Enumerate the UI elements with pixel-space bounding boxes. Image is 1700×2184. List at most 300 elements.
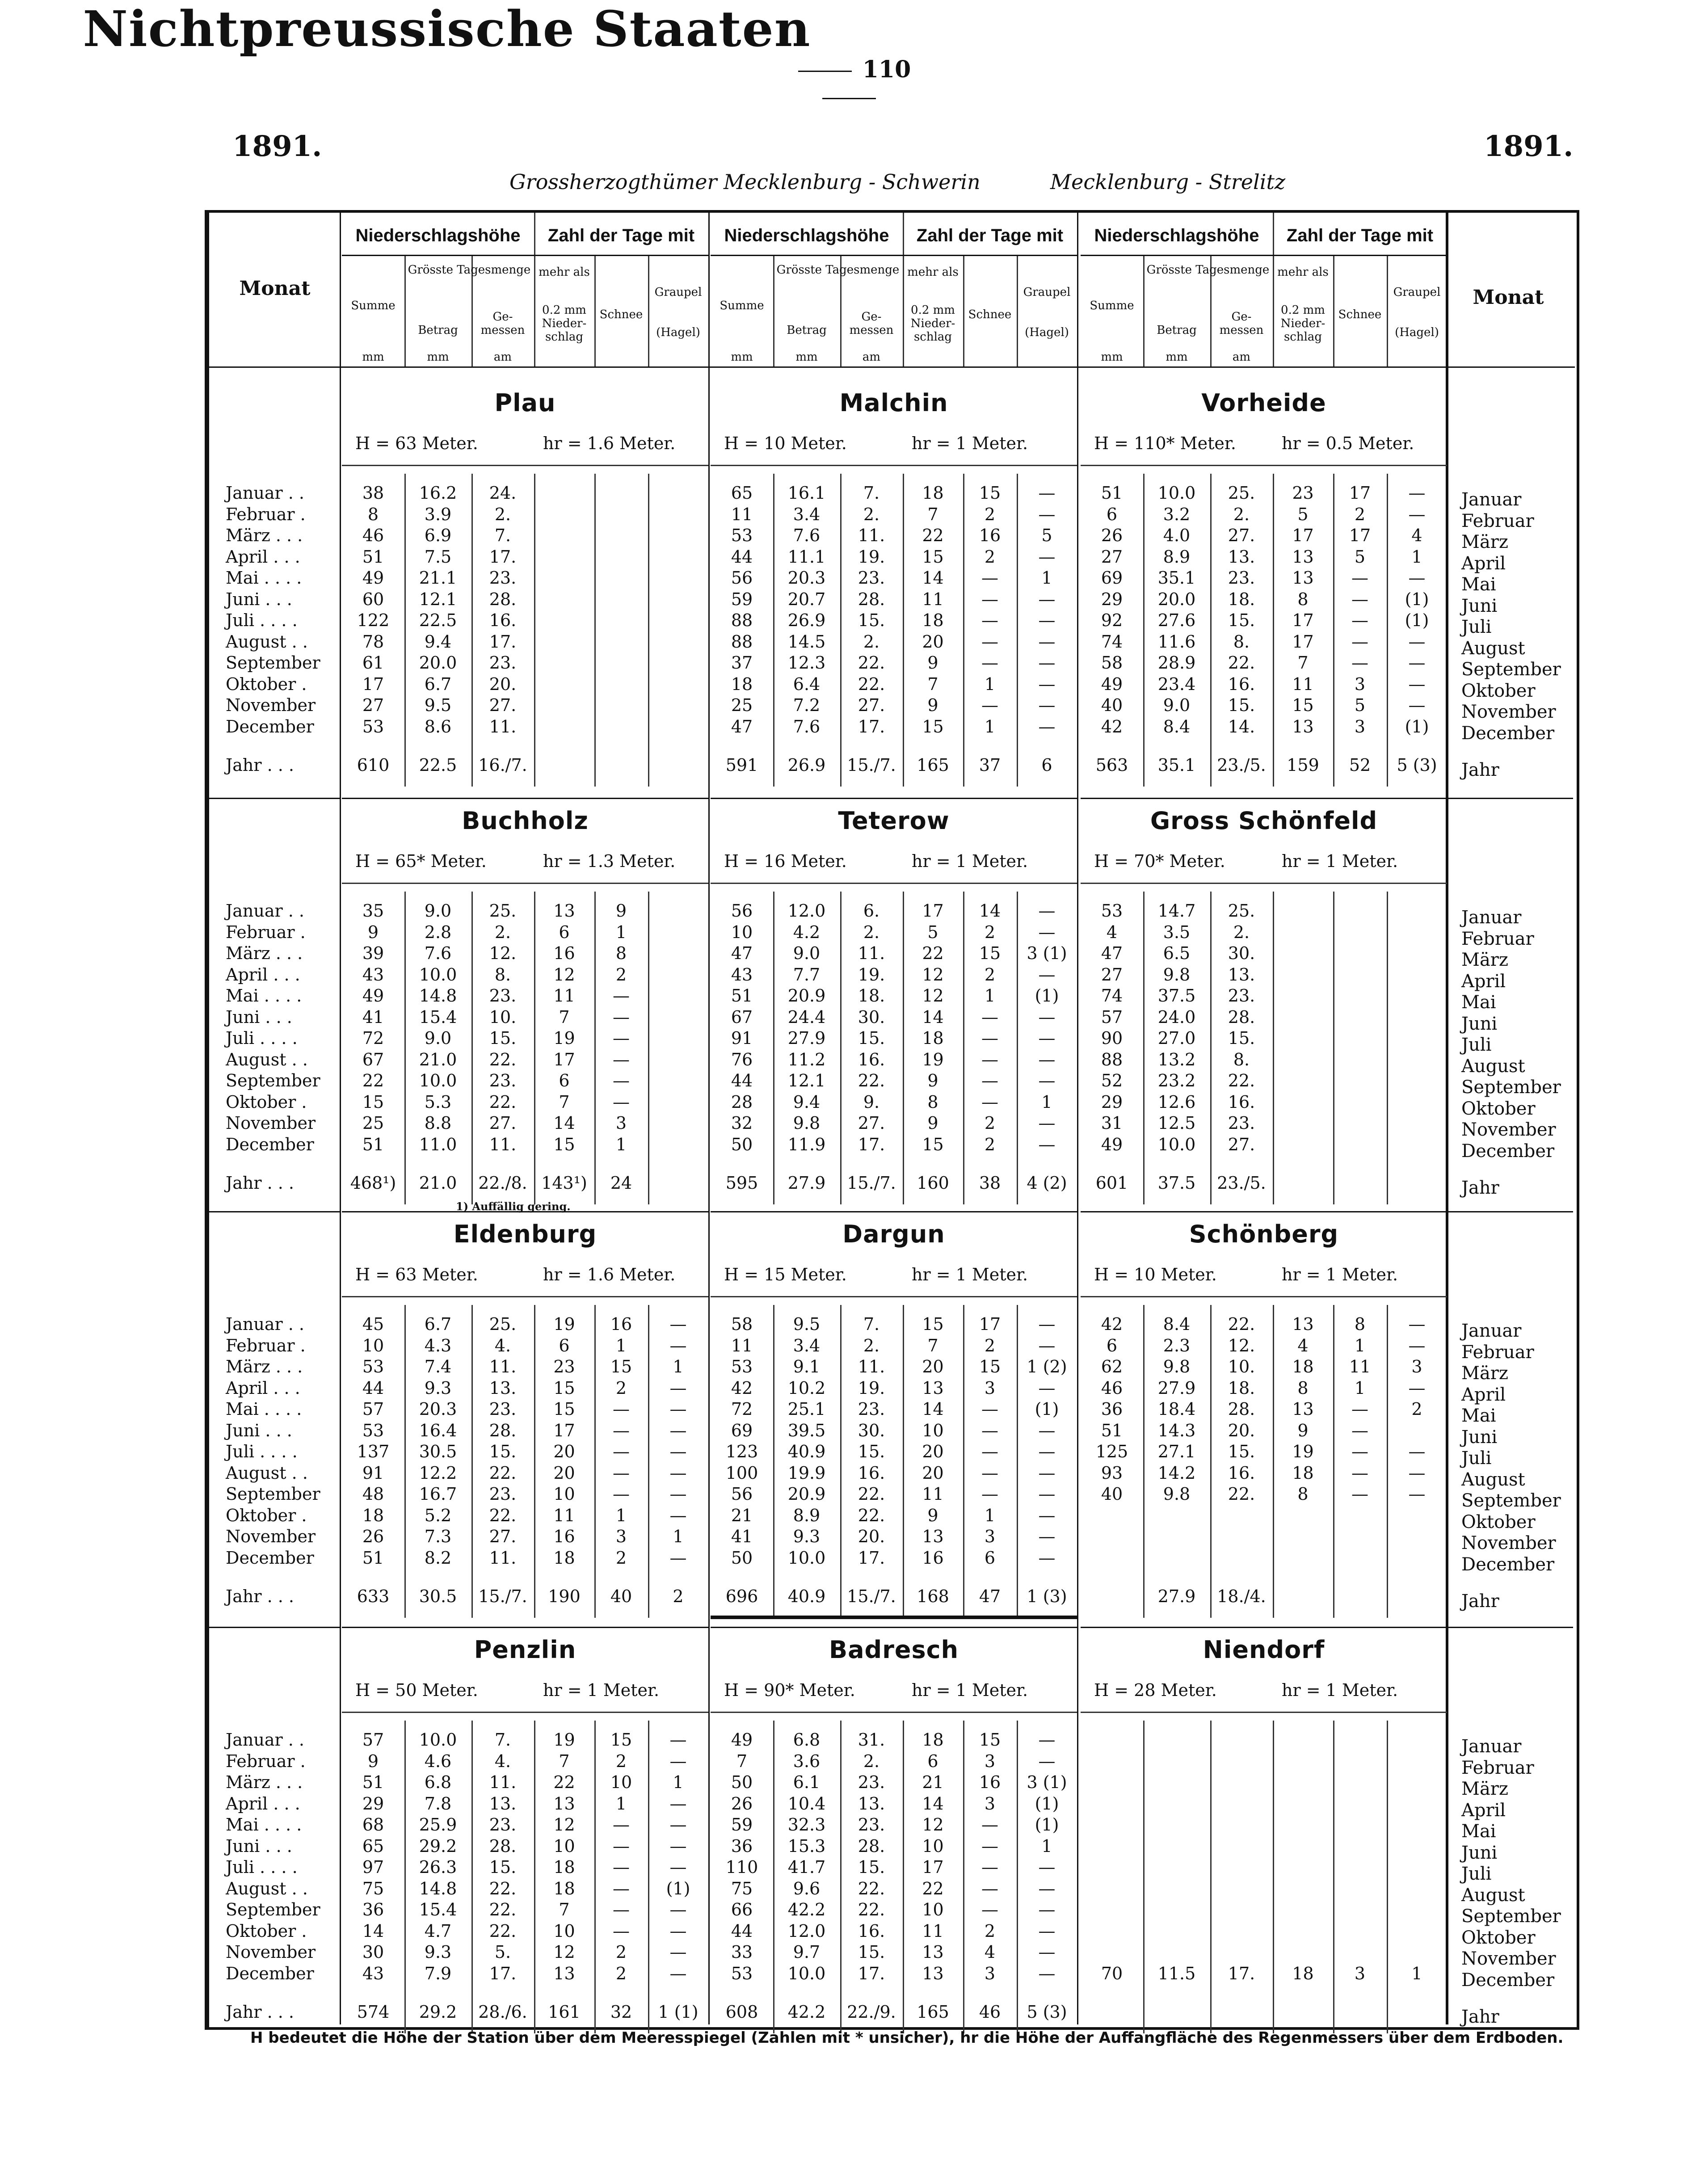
- table-cell: 11.: [858, 943, 885, 963]
- table-cell: [1387, 1836, 1447, 1857]
- table-cell: 15.: [489, 1857, 517, 1877]
- table-cell: 4: [1411, 526, 1422, 545]
- table-cell: [1387, 1526, 1447, 1548]
- month-list-right: [1461, 907, 1561, 1162]
- month-label: August: [1461, 638, 1525, 659]
- table-cell: 10.4: [787, 1793, 826, 1814]
- table-cell: 18: [922, 1730, 944, 1750]
- table-cell: —: [613, 1028, 630, 1048]
- table-cell: 15.: [1228, 695, 1255, 715]
- station-data-column: [1017, 1730, 1077, 1984]
- rule-horizontal: [1446, 1627, 1573, 1628]
- table-cell: [1143, 1814, 1210, 1836]
- table-cell: [594, 652, 648, 674]
- station-data-column: [1143, 901, 1210, 1155]
- table-cell: —: [1038, 716, 1056, 736]
- summe-header: Summe: [720, 299, 764, 312]
- table-cell: [594, 504, 648, 526]
- table-cell: 88: [731, 610, 753, 630]
- jahr-cell: 18./4.: [1217, 1586, 1266, 1606]
- table-cell: 22: [362, 1071, 384, 1090]
- month-label: Mai: [1461, 992, 1496, 1013]
- table-cell: 5.: [494, 1942, 511, 1962]
- month-label: Oktober: [1461, 1511, 1536, 1532]
- month-label: Juli . . . .: [226, 1442, 298, 1461]
- table-cell: [1387, 1793, 1447, 1815]
- table-cell: 17: [362, 674, 384, 694]
- table-cell: 18: [1292, 1463, 1314, 1483]
- table-cell: 23.: [489, 1815, 517, 1835]
- table-cell: 9: [927, 695, 938, 715]
- jahr-cell: 161: [548, 2002, 581, 2022]
- table-cell: —: [613, 1463, 630, 1483]
- station-data-column: [342, 1730, 404, 1984]
- table-cell: 97: [362, 1857, 384, 1877]
- table-cell: 1: [984, 1505, 996, 1525]
- jahr-cell: 22./9.: [847, 2002, 896, 2022]
- table-cell: —: [613, 1442, 630, 1461]
- table-cell: 44: [731, 547, 753, 567]
- table-cell: —: [1408, 1442, 1426, 1461]
- rule-horizontal: [711, 883, 1077, 884]
- table-cell: (1): [1405, 716, 1429, 736]
- table-cell: 31.: [858, 1730, 885, 1750]
- table-cell: 2.: [863, 1751, 880, 1771]
- month-label: April: [1461, 971, 1506, 992]
- month-label: Juni: [1461, 595, 1498, 616]
- station-data-column: [594, 483, 648, 737]
- rule-horizontal: [711, 1627, 1077, 1628]
- rule-vertical: [1387, 255, 1388, 366]
- table-cell: [1387, 1049, 1447, 1071]
- table-cell: 28.9: [1157, 653, 1196, 673]
- table-cell: 11.: [489, 1134, 517, 1154]
- station-data-column: [404, 1314, 471, 1569]
- table-cell: 15.: [858, 1857, 885, 1877]
- jahr-cell: 15./7.: [847, 1173, 896, 1193]
- table-cell: 39.5: [787, 1420, 826, 1440]
- table-cell: [648, 1092, 708, 1113]
- jahr-cell: 40: [610, 1586, 632, 1606]
- table-cell: 22: [922, 943, 944, 963]
- table-cell: 17.: [858, 1134, 885, 1154]
- mehr-als-header: mehr als: [907, 265, 959, 279]
- table-cell: 2: [984, 547, 996, 567]
- table-cell: 22.5: [419, 610, 457, 630]
- rule-horizontal: [342, 883, 708, 884]
- month-label: November: [1461, 1119, 1556, 1140]
- table-cell: —: [669, 1836, 687, 1856]
- rule-horizontal: [342, 798, 708, 799]
- table-cell: 8: [927, 1092, 938, 1112]
- table-cell: 12.1: [787, 1071, 826, 1090]
- table-cell: 28.: [489, 1836, 517, 1856]
- rule-horizontal: [711, 255, 1077, 256]
- table-cell: 28: [731, 1092, 753, 1112]
- table-cell: 40: [1101, 695, 1123, 715]
- table-cell: 50: [731, 1548, 753, 1568]
- table-cell: [648, 943, 708, 964]
- table-cell: [648, 1028, 708, 1049]
- station-name: Badresch: [829, 1636, 959, 1664]
- jahr-cell: 15./7.: [847, 755, 896, 775]
- table-cell: 18: [731, 674, 753, 694]
- table-cell: 46: [362, 526, 384, 545]
- table-cell: 43: [362, 964, 384, 985]
- table-cell: [1273, 1049, 1333, 1071]
- table-cell: —: [1408, 504, 1426, 524]
- table-cell: —: [669, 1751, 687, 1771]
- table-cell: 25.: [489, 901, 517, 921]
- table-cell: —: [1351, 1420, 1368, 1440]
- table-cell: 17: [922, 1857, 944, 1877]
- gauge-height: hr = 1.6 Meter.: [543, 1265, 676, 1284]
- table-cell: 23.: [489, 568, 517, 588]
- table-cell: 13: [922, 1963, 944, 1983]
- table-cell: [1273, 943, 1333, 964]
- table-cell: —: [1038, 483, 1056, 503]
- table-cell: 16: [553, 1527, 575, 1546]
- table-cell: —: [1351, 631, 1368, 652]
- table-cell: —: [981, 1815, 998, 1835]
- table-cell: —: [1408, 1335, 1426, 1355]
- jahr-label-right: Jahr: [1461, 760, 1499, 780]
- table-cell: 23.: [489, 1484, 517, 1504]
- table-cell: 15: [610, 1730, 632, 1750]
- table-cell: 24.4: [787, 1007, 826, 1027]
- table-cell: —: [1351, 568, 1368, 588]
- month-label: März . . .: [226, 1357, 303, 1376]
- table-cell: —: [1408, 1463, 1426, 1483]
- table-cell: —: [981, 1900, 998, 1919]
- table-cell: 15: [922, 547, 944, 567]
- month-label: September: [1461, 659, 1561, 680]
- table-cell: [1081, 1814, 1143, 1836]
- table-cell: 27.: [1228, 1134, 1255, 1154]
- month-label: Februar .: [226, 922, 306, 942]
- table-cell: —: [1038, 1527, 1056, 1546]
- table-cell: 17: [1292, 526, 1314, 545]
- table-cell: 52: [1101, 1071, 1123, 1090]
- station-name: Teterow: [838, 807, 950, 835]
- table-cell: 18: [922, 1028, 944, 1048]
- table-cell: [534, 483, 594, 504]
- table-cell: 15: [979, 943, 1001, 963]
- table-cell: —: [981, 1442, 998, 1461]
- jahr-cell: 143¹): [541, 1173, 587, 1193]
- table-cell: 9.6: [793, 1878, 821, 1898]
- table-cell: [1387, 1942, 1447, 1963]
- table-cell: [1273, 1526, 1333, 1548]
- station-height: H = 63 Meter.: [355, 1265, 478, 1284]
- station-height: H = 10 Meter.: [724, 433, 847, 453]
- table-cell: [1387, 1857, 1447, 1878]
- station-data-column: [1017, 901, 1077, 1155]
- table-cell: 20: [922, 631, 944, 652]
- table-cell: 8.: [494, 964, 511, 985]
- summe-header: Summe: [1090, 299, 1134, 312]
- page-title: Nichtpreussische Staaten: [83, 0, 811, 58]
- table-cell: 2: [615, 1378, 627, 1398]
- table-cell: 3 (1): [1027, 1772, 1067, 1792]
- table-cell: 17.: [858, 1548, 885, 1568]
- table-cell: [1333, 1772, 1387, 1793]
- table-cell: 18: [1292, 1963, 1314, 1983]
- table-cell: —: [669, 1548, 687, 1568]
- jahr-cell: 1 (1): [658, 2002, 699, 2022]
- table-cell: 16.1: [787, 483, 826, 503]
- table-cell: 15.: [858, 1028, 885, 1048]
- table-cell: 16: [610, 1314, 632, 1334]
- station-data-column: [963, 1314, 1017, 1569]
- table-cell: [1333, 1007, 1387, 1028]
- table-cell: 12: [553, 964, 575, 985]
- table-cell: 20.9: [787, 1484, 826, 1504]
- table-cell: —: [1038, 901, 1056, 921]
- table-cell: 1: [1354, 1335, 1366, 1355]
- table-cell: [1273, 901, 1333, 922]
- table-cell: 22.: [489, 1921, 517, 1941]
- betrag-header: Betrag: [787, 324, 827, 337]
- station-name: Penzlin: [474, 1636, 576, 1664]
- rule-vertical: [648, 255, 649, 366]
- table-cell: 27: [1101, 547, 1123, 567]
- table-cell: 2: [615, 1548, 627, 1568]
- gauge-height: hr = 1 Meter.: [912, 433, 1028, 453]
- table-cell: 17.: [858, 1963, 885, 1983]
- rule-vertical: [708, 213, 710, 2024]
- table-cell: 1: [984, 674, 996, 694]
- monat-header-left: Monat: [239, 277, 311, 300]
- table-cell: 14: [979, 901, 1001, 921]
- table-cell: —: [1351, 1484, 1368, 1504]
- table-cell: —: [1038, 589, 1056, 609]
- table-cell: 15: [922, 716, 944, 736]
- month-label: Mai . . . .: [226, 1815, 302, 1835]
- table-cell: —: [1408, 1378, 1426, 1398]
- table-cell: —: [669, 1335, 687, 1355]
- month-label: Oktober .: [226, 1092, 307, 1112]
- table-cell: —: [613, 1007, 630, 1027]
- jahr-cell: 27.9: [787, 1173, 826, 1193]
- table-cell: 7.6: [793, 526, 821, 545]
- table-cell: —: [981, 1007, 998, 1027]
- table-cell: 8.6: [424, 716, 452, 736]
- station-data-column: [1143, 483, 1210, 737]
- table-cell: [1143, 1548, 1210, 1569]
- month-label: Mai . . . .: [226, 986, 302, 1006]
- table-cell: —: [981, 631, 998, 652]
- table-cell: [648, 985, 708, 1007]
- table-cell: 11.1: [787, 547, 826, 567]
- table-cell: 12.1: [419, 589, 457, 609]
- table-cell: 51: [362, 547, 384, 567]
- table-cell: 8.8: [424, 1113, 452, 1133]
- table-cell: 35: [362, 901, 384, 921]
- table-cell: [1273, 1878, 1333, 1900]
- table-cell: 14: [553, 1113, 575, 1133]
- table-cell: 11.: [489, 1357, 517, 1376]
- table-cell: [648, 716, 708, 738]
- month-label: Januar: [1461, 907, 1522, 928]
- station-data-column: [963, 901, 1017, 1155]
- table-cell: 25.: [489, 1314, 517, 1334]
- month-label: März: [1461, 1779, 1508, 1799]
- table-cell: —: [1038, 695, 1056, 715]
- month-label: November: [1461, 702, 1556, 722]
- betrag-header: Betrag: [1157, 324, 1197, 337]
- table-cell: 16.: [1228, 674, 1255, 694]
- table-cell: 9.4: [424, 631, 452, 652]
- mehr-als-header: mehr als: [539, 265, 590, 279]
- station-data-column: [1210, 1730, 1273, 1984]
- table-cell: 12: [922, 1815, 944, 1835]
- table-cell: 8: [1297, 589, 1309, 609]
- station-data-column: [1273, 901, 1333, 1155]
- table-cell: 22: [553, 1772, 575, 1792]
- month-label: December: [1461, 1140, 1555, 1161]
- table-cell: 2: [984, 1134, 996, 1154]
- table-cell: [648, 1134, 708, 1156]
- table-cell: 9.3: [424, 1942, 452, 1962]
- table-cell: [1273, 1730, 1333, 1751]
- table-cell: 122: [357, 610, 390, 630]
- station-data-column: [711, 901, 773, 1155]
- table-cell: 60: [362, 589, 384, 609]
- table-cell: 17: [1292, 610, 1314, 630]
- table-cell: [1387, 1899, 1447, 1921]
- table-cell: 15.: [489, 1442, 517, 1461]
- table-cell: 15: [362, 1092, 384, 1112]
- table-cell: [1333, 1526, 1387, 1548]
- table-cell: [1143, 1772, 1210, 1793]
- table-cell: —: [1038, 1007, 1056, 1027]
- table-cell: 72: [362, 1028, 384, 1048]
- month-list-left: [226, 483, 320, 737]
- table-cell: 23.: [1228, 568, 1255, 588]
- rule-horizontal: [342, 1296, 708, 1297]
- table-cell: 17: [553, 1049, 575, 1069]
- table-cell: [1387, 1028, 1447, 1049]
- table-cell: —: [1038, 1028, 1056, 1048]
- table-cell: [1387, 1772, 1447, 1793]
- jahr-cell: 28./6.: [478, 2002, 527, 2022]
- table-cell: [1333, 901, 1387, 922]
- table-cell: 19: [922, 1049, 944, 1069]
- rule-horizontal: [209, 1627, 340, 1628]
- table-cell: —: [669, 1484, 687, 1504]
- jahr-cell: 15./7.: [847, 1586, 896, 1606]
- table-cell: [1081, 1899, 1143, 1921]
- table-cell: 66: [731, 1900, 753, 1919]
- table-cell: 15.: [858, 610, 885, 630]
- rule-horizontal: [1081, 1211, 1447, 1212]
- station-height: H = 63 Meter.: [355, 433, 478, 453]
- table-cell: 7.9: [424, 1963, 452, 1983]
- table-cell: 40.9: [787, 1442, 826, 1461]
- table-cell: 9: [615, 901, 627, 921]
- table-cell: 2.: [863, 922, 880, 942]
- table-cell: —: [1351, 589, 1368, 609]
- table-cell: —: [1408, 483, 1426, 503]
- table-cell: [594, 568, 648, 589]
- table-cell: —: [981, 1857, 998, 1877]
- table-cell: —: [1038, 547, 1056, 567]
- table-cell: 10.0: [419, 964, 457, 985]
- table-cell: 12.6: [1157, 1092, 1196, 1112]
- table-cell: 27.: [489, 695, 517, 715]
- table-cell: 10: [922, 1900, 944, 1919]
- table-cell: [1081, 1751, 1143, 1772]
- table-cell: 35.1: [1157, 568, 1196, 588]
- table-cell: 23.2: [1157, 1071, 1196, 1090]
- table-cell: 20.3: [419, 1399, 457, 1419]
- month-label: December: [226, 716, 314, 736]
- table-cell: 22.: [858, 1878, 885, 1898]
- table-cell: 9: [927, 1113, 938, 1133]
- table-cell: 14: [922, 568, 944, 588]
- table-cell: [1387, 1070, 1447, 1092]
- table-cell: 7.: [494, 526, 511, 545]
- table-cell: 8.4: [1163, 1314, 1191, 1334]
- station-data-column: [648, 483, 708, 737]
- unit-mm-summe: mm: [362, 350, 384, 364]
- table-cell: 23.: [858, 1815, 885, 1835]
- table-cell: [1333, 1857, 1387, 1878]
- unit-am: am: [493, 350, 512, 364]
- table-cell: —: [1038, 1857, 1056, 1877]
- table-cell: [1210, 1751, 1273, 1772]
- month-label: December: [1461, 1969, 1555, 1990]
- table-cell: 2: [615, 1942, 627, 1962]
- table-cell: 2: [984, 964, 996, 985]
- month-label: Juni . . .: [226, 1007, 292, 1027]
- table-cell: 26: [1101, 526, 1123, 545]
- table-cell: 14.: [1228, 716, 1255, 736]
- table-cell: [1333, 1899, 1387, 1921]
- station-data-column: [840, 1730, 903, 1984]
- table-cell: 18.: [1228, 1378, 1255, 1398]
- table-cell: 53: [731, 1357, 753, 1376]
- table-cell: 57: [362, 1399, 384, 1419]
- table-cell: [1210, 1793, 1273, 1815]
- month-label: April . . .: [226, 964, 300, 985]
- table-cell: [1210, 1836, 1273, 1857]
- table-cell: 11: [1292, 674, 1314, 694]
- table-cell: —: [1038, 1878, 1056, 1898]
- table-cell: 14: [922, 1793, 944, 1814]
- table-cell: 58: [731, 1314, 753, 1334]
- month-label: Juli: [1461, 1448, 1492, 1469]
- table-cell: 6.5: [1163, 943, 1191, 963]
- table-cell: 10.0: [1157, 1134, 1196, 1154]
- table-cell: 17: [553, 1420, 575, 1440]
- table-cell: 15: [979, 1730, 1001, 1750]
- table-cell: 6: [984, 1548, 996, 1568]
- table-cell: 53: [362, 1357, 384, 1376]
- table-cell: 17: [922, 901, 944, 921]
- table-cell: [648, 589, 708, 610]
- table-cell: [1333, 1751, 1387, 1772]
- table-cell: [1387, 1092, 1447, 1113]
- table-cell: [1273, 1899, 1333, 1921]
- table-cell: 6.4: [793, 674, 821, 694]
- table-cell: 16: [922, 1548, 944, 1568]
- month-label: August: [1461, 1469, 1525, 1490]
- jahr-cell: 563: [1095, 755, 1128, 775]
- table-cell: —: [1038, 1442, 1056, 1461]
- table-cell: 10: [922, 1420, 944, 1440]
